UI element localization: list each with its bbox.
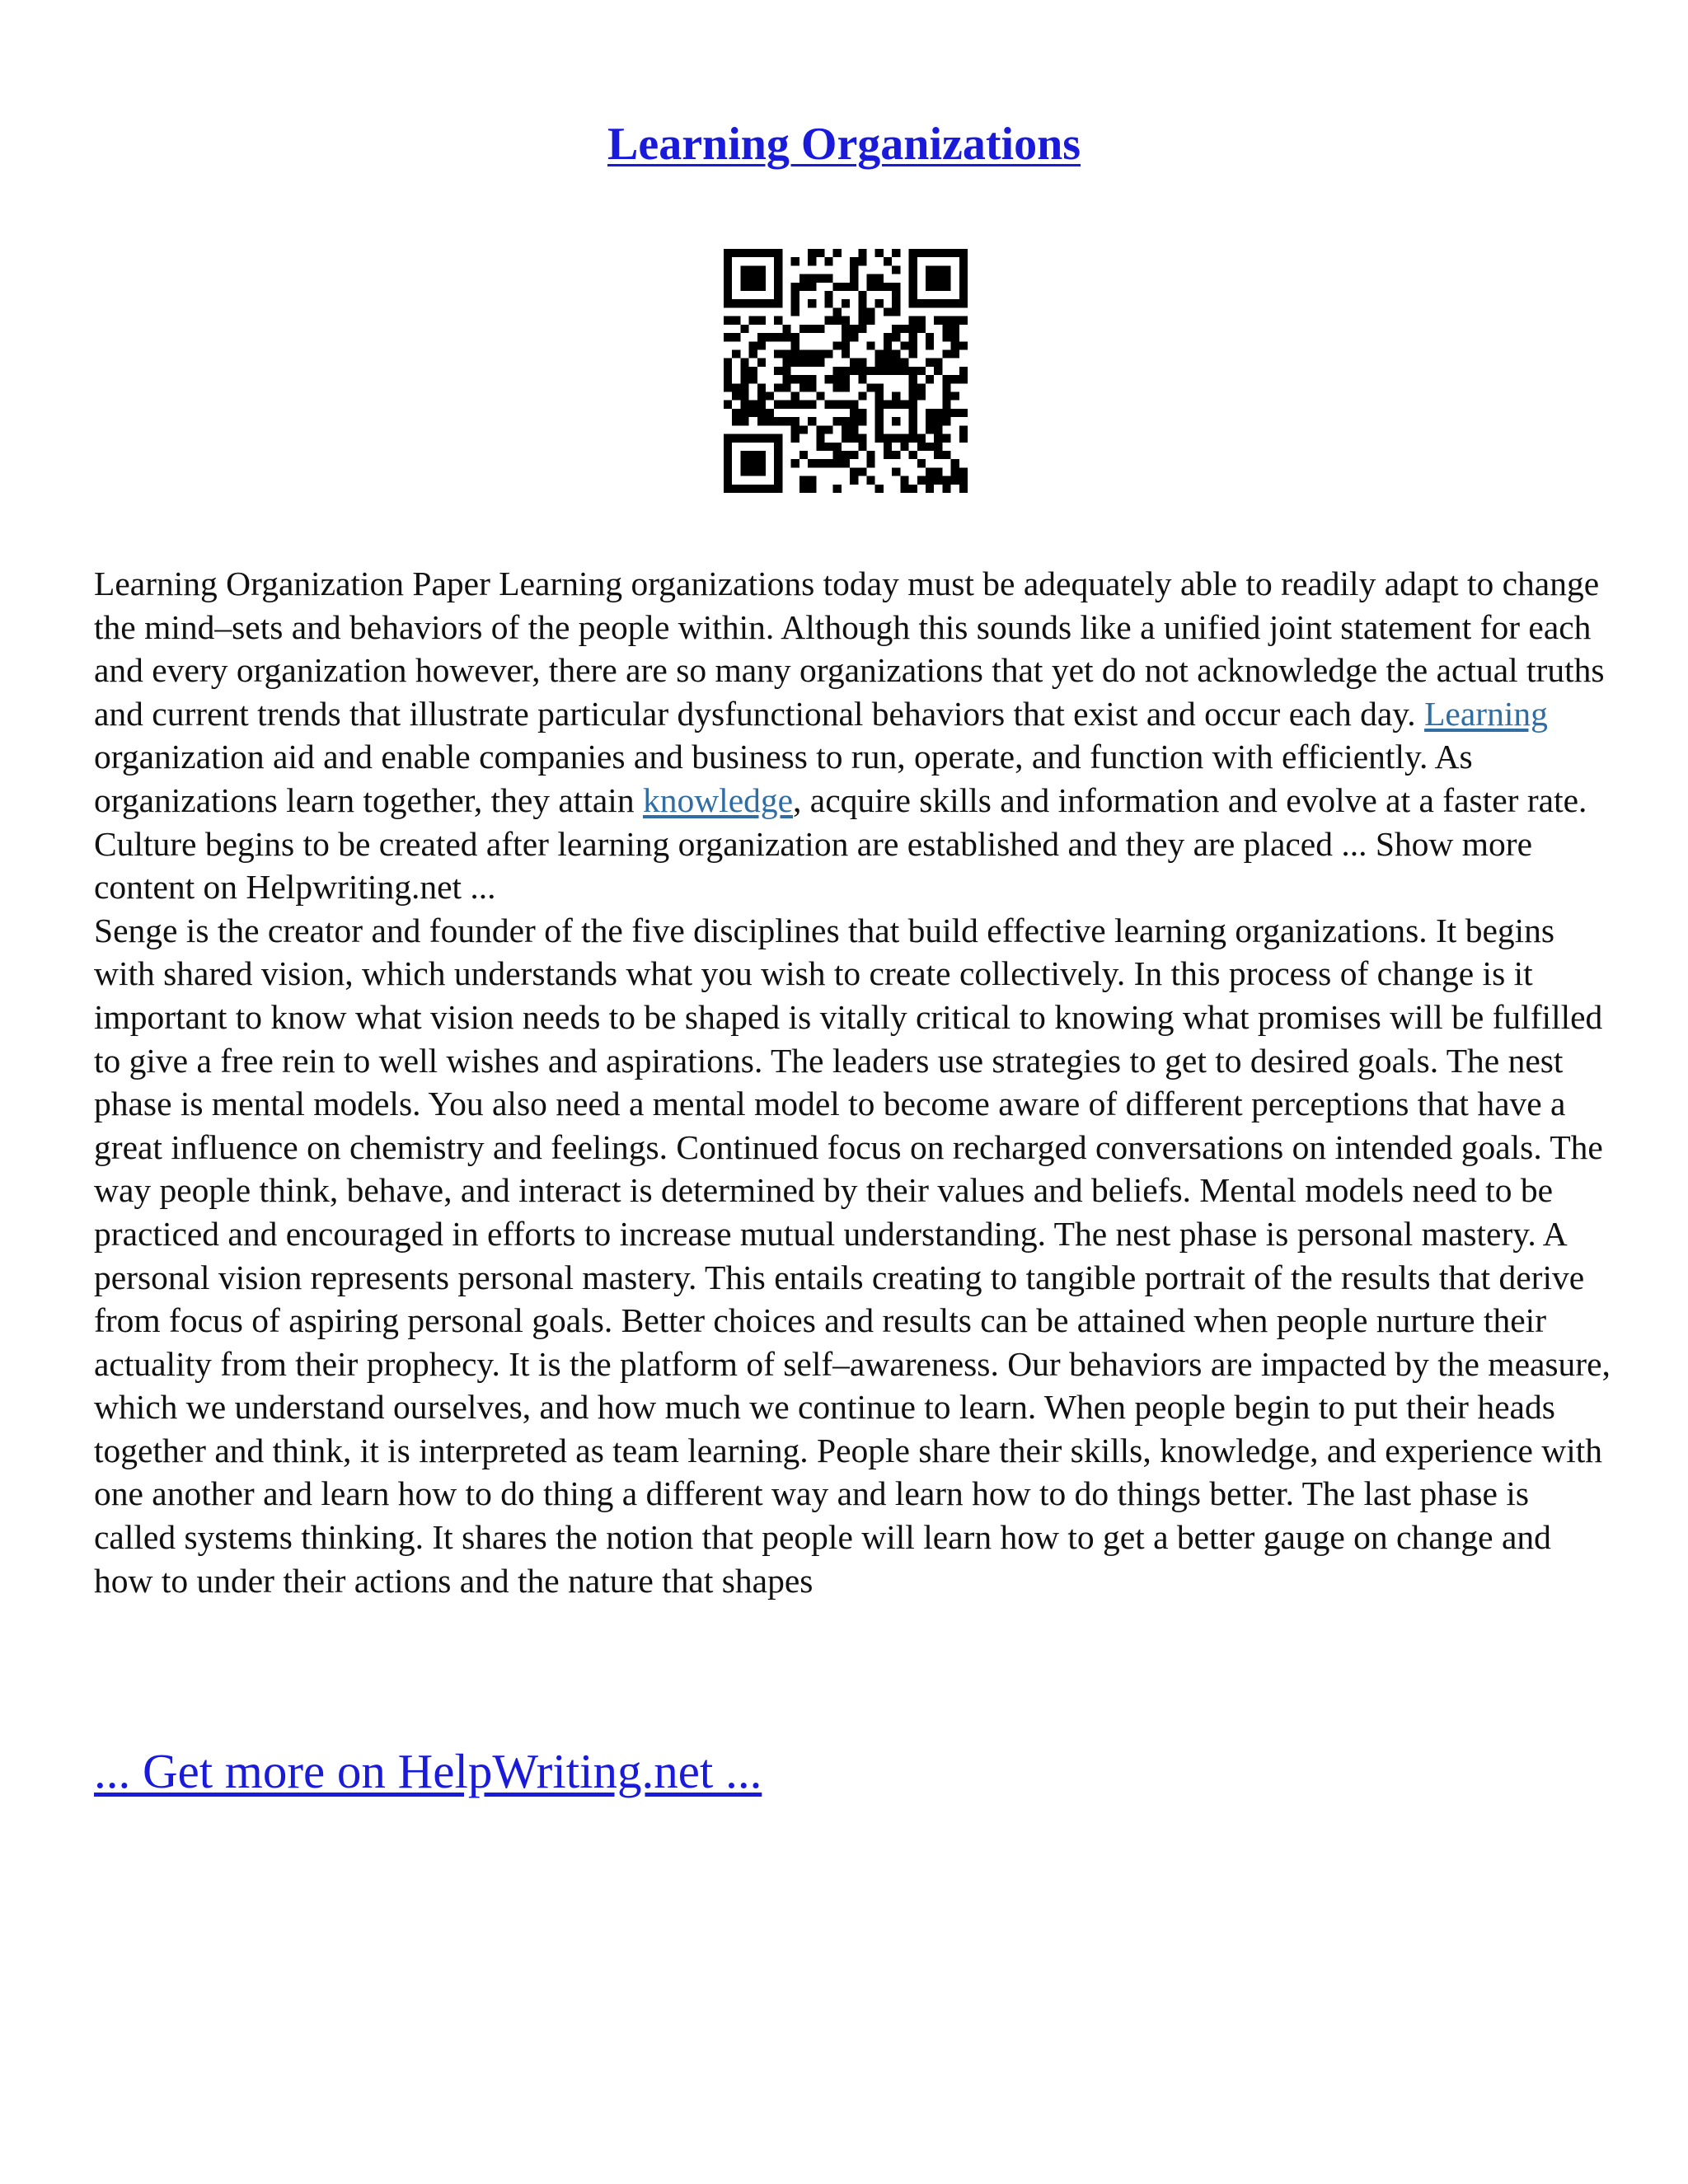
paragraph-text: Senge is the creator and founder of the five disciplines that build effective learning organizations. It begins with shared vision, which understands what you wish to create collectively. In this process of change is it important to know what vision needs to be shaped is vitally critical to knowing what promises will be fulfilled to give a free rein to well wishes and aspirations. The leaders use strategies to get to desired goals. The nest phase is mental models. You also need a mental model to become aware of different perceptions that have a great influence on chemistry and feelings. Continued focus on recharged conversations on intended goals. The way people think, behave, and interact is determined by their values and beliefs. Mental models need to be practiced and encouraged in efforts to increase mutual understanding. The nest phase is personal mastery. A personal vision represents personal mastery. This entails creating to tangible portrait of the results that derive from focus of aspiring personal goals. Better choices and results can be attained when people nurture their actuality from their prophecy. It is the platform of self–awareness. Our behaviors are impacted by the measure, which we understand ourselves, and how much we continue to learn. When people begin to put their heads together and think, it is interpreted as team learning. People share their skills, knowledge, and experience with one another and learn how to do thing a different way and learn how to do things better. The last phase is called systems thinking. It shares the notion that people will learn how to get a better gauge on change and how to under their actions and the nature that shapes (94, 911, 1611, 1600)
paragraph-text: , acquire skills and information and evolve at a faster rate. Culture begins to be created after learning organization are established and they are placed ... Show more content on Helpwriting.net ... (94, 780, 1587, 907)
body-paragraph (94, 562, 1611, 1602)
paragraph-text: organization aid and enable companies and business to run, operate, and function with efficiently. As organizations learn together, they attain (94, 738, 1473, 819)
paragraph-text: Learning Organization Paper Learning organizations today must be adequately able to readily adapt to change the mind–sets and behaviors of the people within. Although this sounds like a unified joint statement for each and every organization however, there are so many organizations that yet do not acknowledge the actual truths and current trends that illustrate particular dysfunctional behaviors that exist and occur each day. (94, 565, 1605, 733)
knowledge-link[interactable]: knowledge (642, 780, 794, 819)
page-title (0, 115, 1688, 173)
qr-code-icon (724, 249, 968, 493)
title-link[interactable]: Learning Organizations (607, 119, 1081, 170)
learning-link[interactable]: Learning (1424, 694, 1548, 733)
get-more-link[interactable]: ... Get more on HelpWriting.net ... (94, 1744, 762, 1798)
